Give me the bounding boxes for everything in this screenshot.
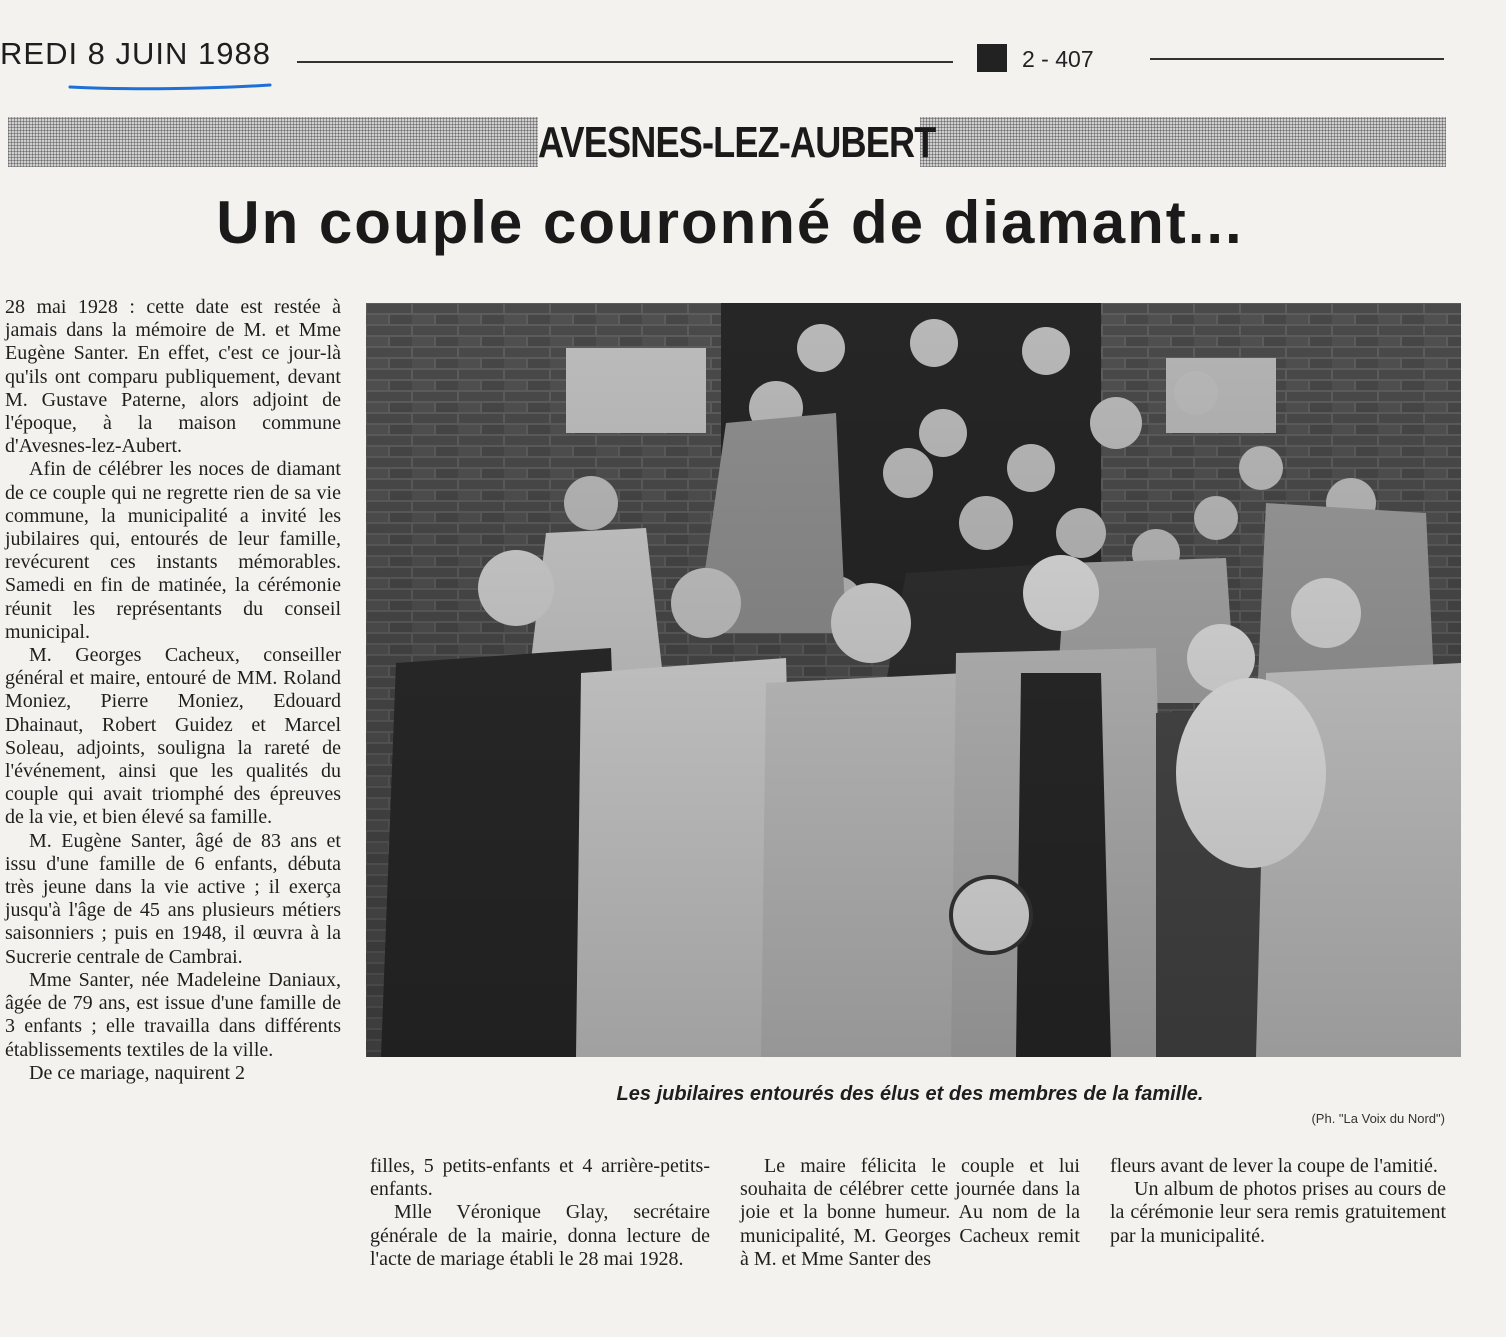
photo-credit: (Ph. "La Voix du Nord") — [1311, 1111, 1445, 1126]
headline: Un couple couronné de diamant... — [216, 189, 1244, 256]
header-rule-left — [297, 61, 953, 63]
paragraph: M. Eugène Santer, âgé de 83 ans et issu d'une famille de 6 enfants, débuta très jeune dans la vie active ; il exerça jusqu'à l'âge de 45 ans plusieurs métiers saisonniers ; puis en 1948, il œuvra à la Sucrerie centrale de Cambrai. — [5, 829, 341, 968]
group-photo-drawing — [366, 303, 1461, 1057]
paragraph: M. Georges Cacheux, conseiller général et maire, entouré de MM. Roland Moniez, Pierre Moniez, Edouard Dhainaut, Robert Guidez et Marcel Soleau, adjoints, souligna la rareté de l'événement, ainsi que les qualités du couple qui avait triomphé des épreuves de la vie, et bien élevé sa famille. — [5, 644, 341, 829]
article-column-3 — [740, 1155, 1080, 1271]
group-photo — [366, 303, 1461, 1057]
paragraph: filles, 5 petits-enfants et 4 arrière-petits-enfants. — [370, 1155, 710, 1201]
article-column-2 — [370, 1155, 710, 1271]
paragraph: Mme Santer, née Madeleine Daniaux, âgée de 79 ans, est issue d'une famille de 3 enfants ; elle travailla dans différents établissements textiles de la ville. — [5, 968, 341, 1061]
paragraph: fleurs avant de lever la coupe de l'amitié. — [1110, 1155, 1438, 1177]
paragraph: Un album de photos prises au cours de la cérémonie leur sera remis gratuitement par la municipalité. — [1110, 1178, 1446, 1247]
article-column-4 — [1110, 1155, 1446, 1248]
article-column-1 — [5, 296, 341, 1085]
paragraph: De ce mariage, naquirent 2 — [29, 1061, 246, 1084]
paragraph: 28 mai 1928 : cette date est restée à jamais dans la mémoire de M. et Mme Eugène Santer. En effet, c'est ce jour-là qu'ils ont comparu publiquement, devant M. Gustave Paterne, alors adjoint de l'époque, à la maison commune d'Avesnes-lez-Aubert. — [5, 296, 341, 458]
pen-underline — [68, 82, 272, 91]
header-square-marker — [977, 44, 1007, 72]
paragraph: Le maire félicita le couple et lui souhaita de célébrer cette journée dans la joie et la bonne humeur. Au nom de la municipalité, M. Georges Cacheux remit à M. et Mme Santer des — [740, 1155, 1080, 1270]
section-title: AVESNES-LEZ-AUBERT — [538, 112, 920, 174]
paragraph: Mlle Véronique Glay, secrétaire générale de la mairie, donna lecture de l'acte de mariage établi le 28 mai 1928. — [370, 1201, 710, 1270]
page-reference: 2 - 407 — [1022, 46, 1094, 72]
issue-date: REDI 8 JUIN 1988 — [0, 36, 271, 71]
header-rule-right — [1150, 58, 1444, 60]
photo-caption: Les jubilaires entourés des élus et des membres de la famille. — [616, 1083, 1204, 1105]
paragraph: Afin de célébrer les noces de diamant de ce couple qui ne regrette rien de sa vie commune, la municipalité a invité les jubilaires qui, entourés de leur famille, revécurent ces instants mémorables. Samedi en fin de matinée, la cérémonie réunit les représentants du conseil municipal. — [5, 458, 341, 643]
